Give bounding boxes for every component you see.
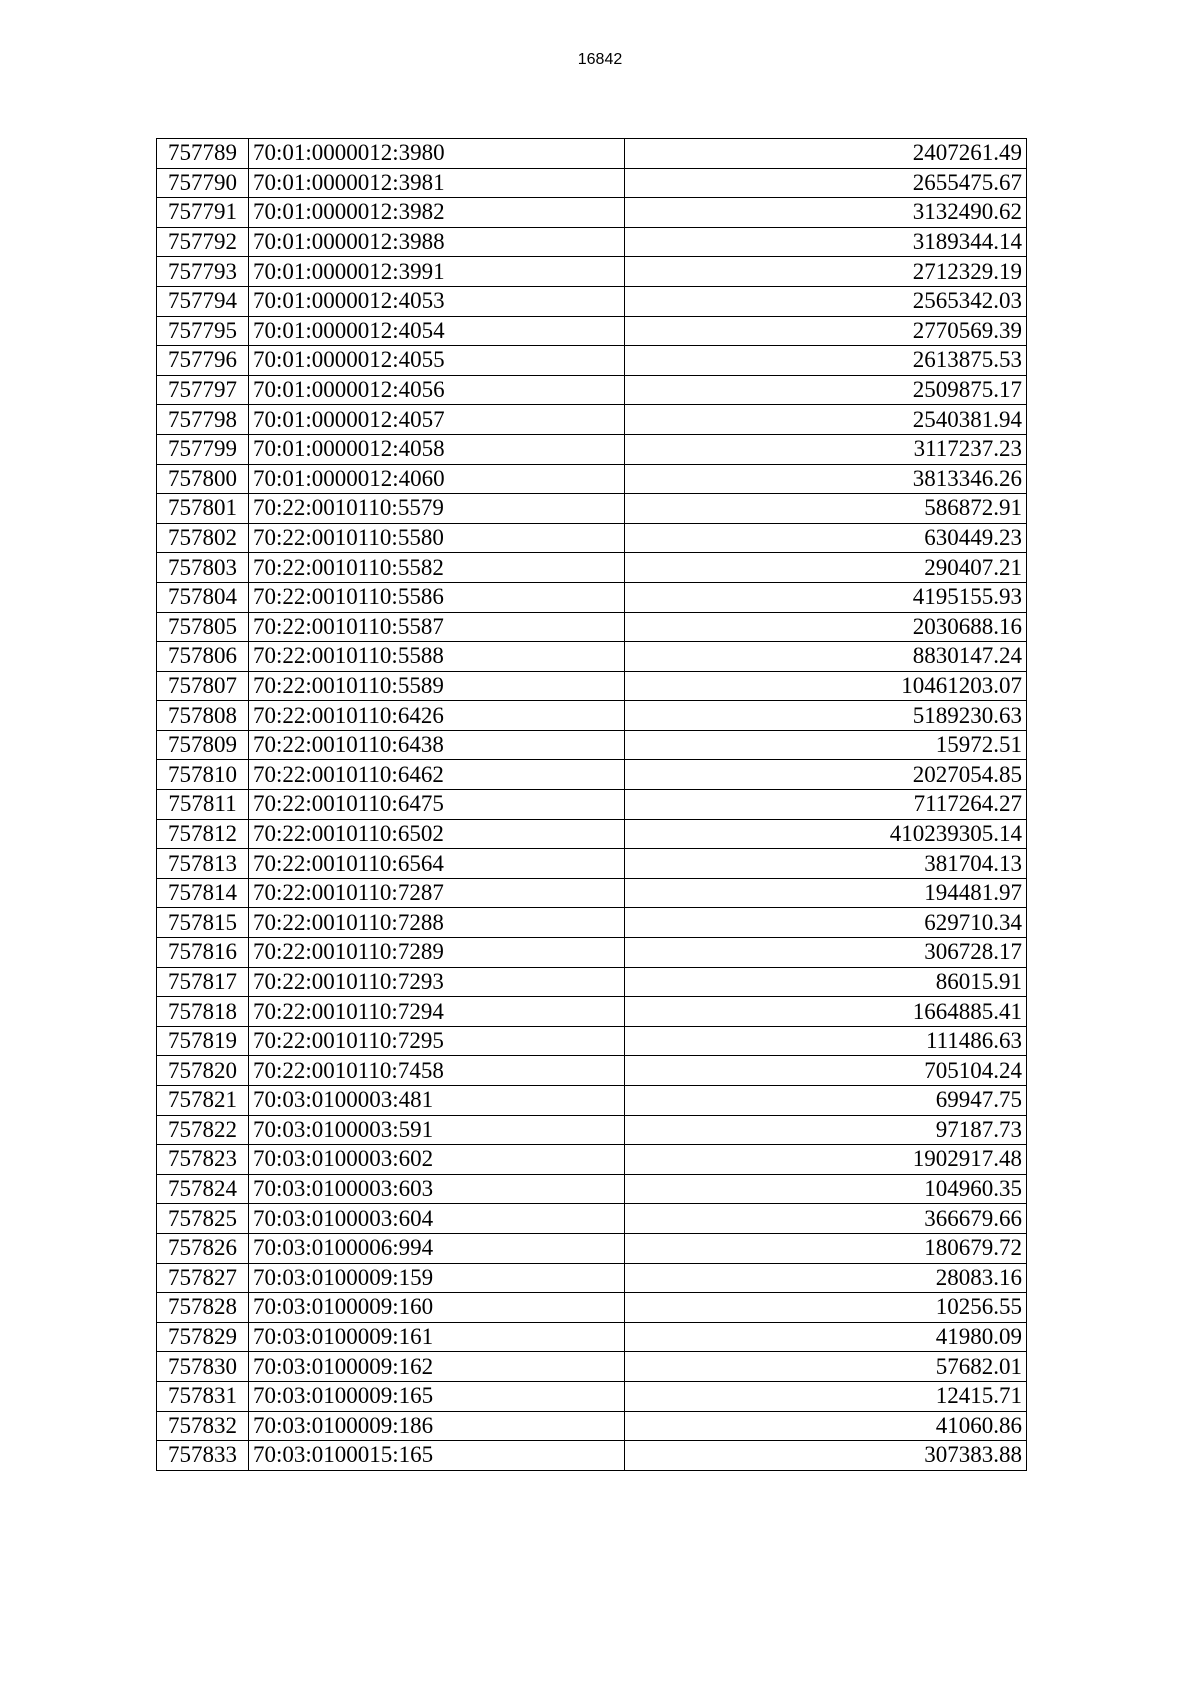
row-number-cell: 757790	[157, 168, 249, 198]
value-cell: 586872.91	[625, 494, 1027, 524]
cadastral-number-cell: 70:01:0000012:4056	[249, 375, 625, 405]
value-cell: 28083.16	[625, 1263, 1027, 1293]
table-row	[157, 938, 1027, 968]
table-row	[157, 701, 1027, 731]
value-cell: 2407261.49	[625, 139, 1027, 169]
row-number-cell: 757803	[157, 553, 249, 583]
cadastral-number-cell: 70:22:0010110:5582	[249, 553, 625, 583]
cadastral-number-cell: 70:22:0010110:6502	[249, 819, 625, 849]
cadastral-number-cell: 70:22:0010110:6564	[249, 849, 625, 879]
value-cell: 705104.24	[625, 1056, 1027, 1086]
row-number-cell: 757797	[157, 375, 249, 405]
value-cell: 1902917.48	[625, 1145, 1027, 1175]
cadastral-number-cell: 70:22:0010110:6462	[249, 760, 625, 790]
cadastral-number-cell: 70:03:0100015:165	[249, 1441, 625, 1471]
table-row	[157, 464, 1027, 494]
table-row	[157, 849, 1027, 879]
value-cell: 410239305.14	[625, 819, 1027, 849]
row-number-cell: 757833	[157, 1441, 249, 1471]
row-number-cell: 757802	[157, 523, 249, 553]
table-row	[157, 494, 1027, 524]
cadastral-number-cell: 70:22:0010110:5588	[249, 642, 625, 672]
value-cell: 97187.73	[625, 1115, 1027, 1145]
row-number-cell: 757814	[157, 878, 249, 908]
table-row	[157, 1381, 1027, 1411]
cadastral-number-cell: 70:22:0010110:6438	[249, 730, 625, 760]
value-cell: 3117237.23	[625, 434, 1027, 464]
cadastral-number-cell: 70:22:0010110:7295	[249, 1026, 625, 1056]
row-number-cell: 757831	[157, 1381, 249, 1411]
cadastral-number-cell: 70:03:0100009:160	[249, 1293, 625, 1323]
row-number-cell: 757799	[157, 434, 249, 464]
row-number-cell: 757826	[157, 1233, 249, 1263]
cadastral-number-cell: 70:01:0000012:4054	[249, 316, 625, 346]
value-cell: 41060.86	[625, 1411, 1027, 1441]
row-number-cell: 757809	[157, 730, 249, 760]
value-cell: 104960.35	[625, 1174, 1027, 1204]
row-number-cell: 757830	[157, 1352, 249, 1382]
table-row	[157, 139, 1027, 169]
cadastral-number-cell: 70:03:0100003:602	[249, 1145, 625, 1175]
value-cell: 111486.63	[625, 1026, 1027, 1056]
value-cell: 57682.01	[625, 1352, 1027, 1382]
cadastral-number-cell: 70:22:0010110:5579	[249, 494, 625, 524]
row-number-cell: 757822	[157, 1115, 249, 1145]
value-cell: 2613875.53	[625, 346, 1027, 376]
table-row	[157, 878, 1027, 908]
cadastral-number-cell: 70:22:0010110:7294	[249, 997, 625, 1027]
table-row	[157, 760, 1027, 790]
row-number-cell: 757820	[157, 1056, 249, 1086]
table-row	[157, 967, 1027, 997]
cadastral-number-cell: 70:03:0100009:159	[249, 1263, 625, 1293]
row-number-cell: 757792	[157, 227, 249, 257]
table-row	[157, 553, 1027, 583]
row-number-cell: 757824	[157, 1174, 249, 1204]
table-row	[157, 819, 1027, 849]
value-cell: 15972.51	[625, 730, 1027, 760]
table-row	[157, 790, 1027, 820]
value-cell: 2540381.94	[625, 405, 1027, 435]
table-row	[157, 168, 1027, 198]
cadastral-number-cell: 70:03:0100003:481	[249, 1086, 625, 1116]
table-row	[157, 523, 1027, 553]
cadastral-number-cell: 70:01:0000012:3988	[249, 227, 625, 257]
table-row	[157, 671, 1027, 701]
row-number-cell: 757827	[157, 1263, 249, 1293]
page-number: 16842	[577, 51, 623, 68]
row-number-cell: 757808	[157, 701, 249, 731]
row-number-cell: 757794	[157, 286, 249, 316]
cadastral-number-cell: 70:01:0000012:3980	[249, 139, 625, 169]
value-cell: 69947.75	[625, 1086, 1027, 1116]
table-row	[157, 1441, 1027, 1471]
table-row	[157, 1115, 1027, 1145]
row-number-cell: 757823	[157, 1145, 249, 1175]
cadastral-number-cell: 70:01:0000012:4053	[249, 286, 625, 316]
value-cell: 4195155.93	[625, 582, 1027, 612]
table-row	[157, 198, 1027, 228]
row-number-cell: 757810	[157, 760, 249, 790]
value-cell: 629710.34	[625, 908, 1027, 938]
table-row	[157, 405, 1027, 435]
cadastral-number-cell: 70:22:0010110:5580	[249, 523, 625, 553]
cadastral-number-cell: 70:01:0000012:3982	[249, 198, 625, 228]
cadastral-number-cell: 70:03:0100003:591	[249, 1115, 625, 1145]
row-number-cell: 757805	[157, 612, 249, 642]
cadastral-number-cell: 70:03:0100009:161	[249, 1322, 625, 1352]
cadastral-number-cell: 70:01:0000012:4057	[249, 405, 625, 435]
row-number-cell: 757798	[157, 405, 249, 435]
table-row	[157, 1233, 1027, 1263]
value-cell: 2030688.16	[625, 612, 1027, 642]
value-cell: 2712329.19	[625, 257, 1027, 287]
row-number-cell: 757832	[157, 1411, 249, 1441]
row-number-cell: 757806	[157, 642, 249, 672]
table-row	[157, 1174, 1027, 1204]
cadastral-number-cell: 70:22:0010110:6426	[249, 701, 625, 731]
table-row	[157, 730, 1027, 760]
value-cell: 86015.91	[625, 967, 1027, 997]
cadastral-number-cell: 70:22:0010110:7287	[249, 878, 625, 908]
cadastral-value-table	[156, 138, 1027, 1471]
table-row	[157, 346, 1027, 376]
row-number-cell: 757818	[157, 997, 249, 1027]
value-cell: 306728.17	[625, 938, 1027, 968]
value-cell: 290407.21	[625, 553, 1027, 583]
value-cell: 7117264.27	[625, 790, 1027, 820]
value-cell: 41980.09	[625, 1322, 1027, 1352]
cadastral-number-cell: 70:01:0000012:4055	[249, 346, 625, 376]
table-row	[157, 582, 1027, 612]
row-number-cell: 757796	[157, 346, 249, 376]
table-body	[157, 139, 1027, 1471]
table-row	[157, 1056, 1027, 1086]
cadastral-number-cell: 70:03:0100006:994	[249, 1233, 625, 1263]
row-number-cell: 757791	[157, 198, 249, 228]
row-number-cell: 757793	[157, 257, 249, 287]
cadastral-number-cell: 70:22:0010110:7458	[249, 1056, 625, 1086]
value-cell: 12415.71	[625, 1381, 1027, 1411]
row-number-cell: 757812	[157, 819, 249, 849]
cadastral-number-cell: 70:01:0000012:4058	[249, 434, 625, 464]
cadastral-number-cell: 70:22:0010110:7289	[249, 938, 625, 968]
table-row	[157, 997, 1027, 1027]
cadastral-number-cell: 70:03:0100009:162	[249, 1352, 625, 1382]
value-cell: 3189344.14	[625, 227, 1027, 257]
value-cell: 3132490.62	[625, 198, 1027, 228]
row-number-cell: 757828	[157, 1293, 249, 1323]
value-cell: 5189230.63	[625, 701, 1027, 731]
value-cell: 381704.13	[625, 849, 1027, 879]
table-row	[157, 642, 1027, 672]
value-cell: 2770569.39	[625, 316, 1027, 346]
value-cell: 180679.72	[625, 1233, 1027, 1263]
value-cell: 2027054.85	[625, 760, 1027, 790]
cadastral-number-cell: 70:22:0010110:7288	[249, 908, 625, 938]
cadastral-number-cell: 70:03:0100003:604	[249, 1204, 625, 1234]
value-cell: 10461203.07	[625, 671, 1027, 701]
table-row	[157, 612, 1027, 642]
row-number-cell: 757817	[157, 967, 249, 997]
table-row	[157, 257, 1027, 287]
value-cell: 3813346.26	[625, 464, 1027, 494]
table-row	[157, 227, 1027, 257]
table-row	[157, 1026, 1027, 1056]
row-number-cell: 757821	[157, 1086, 249, 1116]
table-row	[157, 1322, 1027, 1352]
value-cell: 2565342.03	[625, 286, 1027, 316]
cadastral-number-cell: 70:03:0100009:165	[249, 1381, 625, 1411]
row-number-cell: 757801	[157, 494, 249, 524]
table-row	[157, 316, 1027, 346]
row-number-cell: 757829	[157, 1322, 249, 1352]
row-number-cell: 757825	[157, 1204, 249, 1234]
row-number-cell: 757789	[157, 139, 249, 169]
cadastral-number-cell: 70:22:0010110:5589	[249, 671, 625, 701]
table-row	[157, 1263, 1027, 1293]
table-row	[157, 434, 1027, 464]
cadastral-number-cell: 70:22:0010110:5586	[249, 582, 625, 612]
value-cell: 630449.23	[625, 523, 1027, 553]
value-cell: 2509875.17	[625, 375, 1027, 405]
value-cell: 366679.66	[625, 1204, 1027, 1234]
table-row	[157, 1145, 1027, 1175]
row-number-cell: 757816	[157, 938, 249, 968]
table-row	[157, 286, 1027, 316]
table-row	[157, 1352, 1027, 1382]
row-number-cell: 757811	[157, 790, 249, 820]
table-row	[157, 1086, 1027, 1116]
table-row	[157, 1293, 1027, 1323]
row-number-cell: 757807	[157, 671, 249, 701]
cadastral-number-cell: 70:01:0000012:4060	[249, 464, 625, 494]
row-number-cell: 757795	[157, 316, 249, 346]
value-cell: 2655475.67	[625, 168, 1027, 198]
cadastral-number-cell: 70:22:0010110:5587	[249, 612, 625, 642]
table-row	[157, 1411, 1027, 1441]
value-cell: 307383.88	[625, 1441, 1027, 1471]
cadastral-number-cell: 70:03:0100003:603	[249, 1174, 625, 1204]
value-cell: 10256.55	[625, 1293, 1027, 1323]
cadastral-number-cell: 70:22:0010110:6475	[249, 790, 625, 820]
table-row	[157, 1204, 1027, 1234]
value-cell: 1664885.41	[625, 997, 1027, 1027]
cadastral-number-cell: 70:03:0100009:186	[249, 1411, 625, 1441]
cadastral-number-cell: 70:01:0000012:3991	[249, 257, 625, 287]
table-row	[157, 908, 1027, 938]
row-number-cell: 757804	[157, 582, 249, 612]
row-number-cell: 757800	[157, 464, 249, 494]
value-cell: 8830147.24	[625, 642, 1027, 672]
row-number-cell: 757815	[157, 908, 249, 938]
row-number-cell: 757819	[157, 1026, 249, 1056]
cadastral-number-cell: 70:01:0000012:3981	[249, 168, 625, 198]
row-number-cell: 757813	[157, 849, 249, 879]
value-cell: 194481.97	[625, 878, 1027, 908]
table-row	[157, 375, 1027, 405]
cadastral-number-cell: 70:22:0010110:7293	[249, 967, 625, 997]
